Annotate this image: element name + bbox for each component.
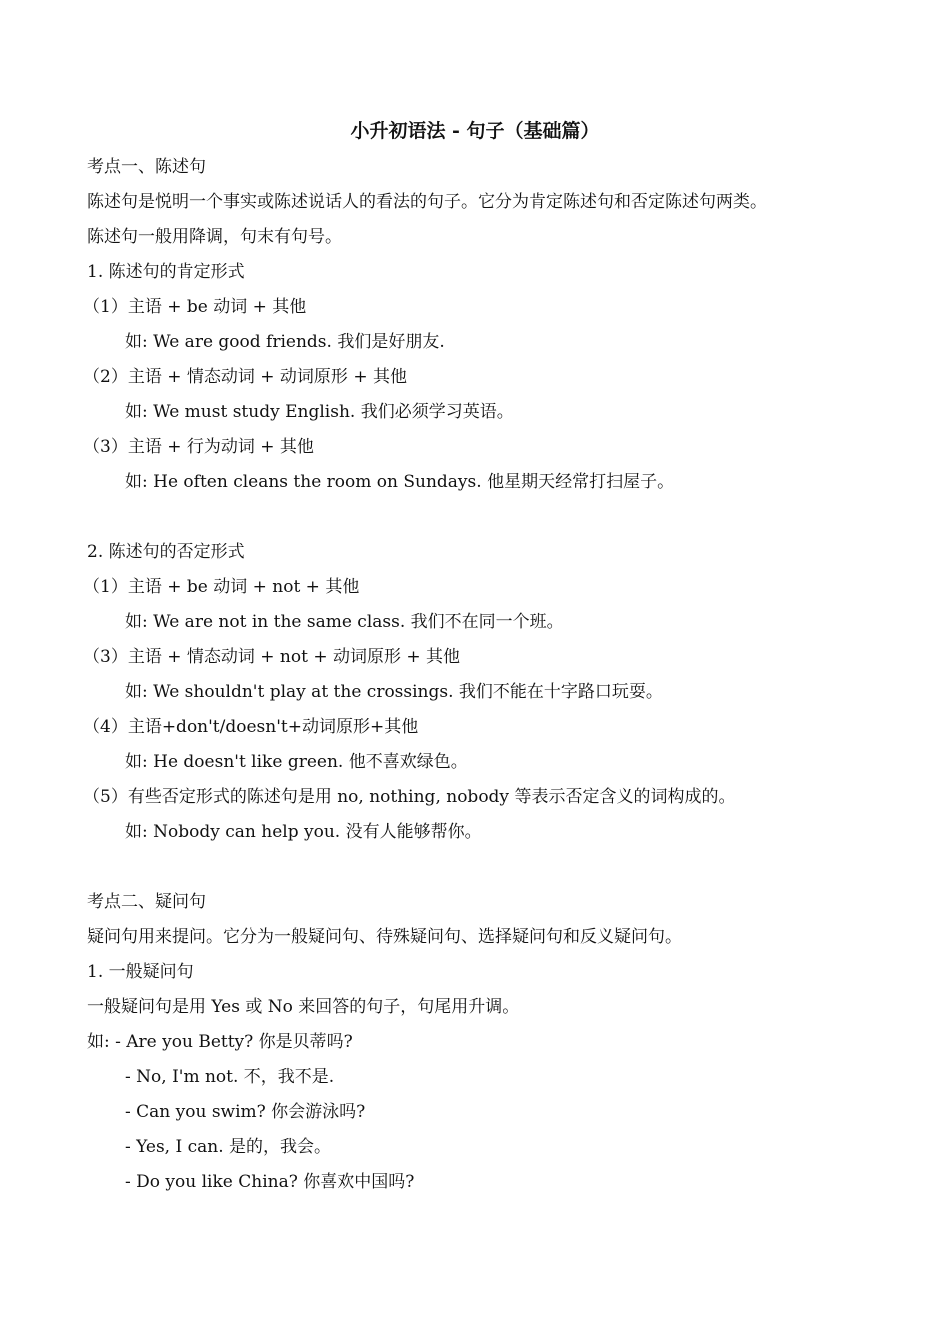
subsection-heading: 2. 陈述句的否定形式	[87, 542, 245, 562]
example-sentence: 如: He often cleans the room on Sundays. 他星期天经常打扫屋子。	[125, 472, 675, 492]
paragraph: 陈述句是悦明一个事实或陈述说话人的看法的句子。它分为肯定陈述句和否定陈述句两类。	[87, 192, 767, 212]
section-heading: 考点一、陈述句	[87, 157, 206, 177]
paragraph: 陈述句一般用降调，句末有句号。	[87, 227, 342, 247]
subsection-heading: 1. 陈述句的肯定形式	[87, 262, 245, 282]
rule-item: （1）主语 + be 动词 + not + 其他	[83, 577, 360, 597]
document-body	[83, 150, 907, 1200]
subsection-heading: 1. 一般疑问句	[87, 962, 194, 982]
rule-item: （3）主语 + 行为动词 + 其他	[83, 437, 314, 457]
rule-item: （5）有些否定形式的陈述句是用 no, nothing, nobody 等表示否定含义的词构成的。	[83, 787, 736, 807]
example-sentence: - Can you swim? 你会游泳吗?	[125, 1102, 366, 1122]
spacer	[87, 850, 907, 885]
rule-item: （2）主语 + 情态动词 + 动词原形 + 其他	[83, 367, 407, 387]
paragraph: 疑问句用来提问。它分为一般疑问句、待殊疑问句、选择疑问句和反义疑问句。	[87, 927, 682, 947]
example-sentence: 如: We are not in the same class. 我们不在同一个班。	[125, 612, 564, 632]
section-heading: 考点二、疑问句	[87, 892, 206, 912]
example-sentence: 如: - Are you Betty? 你是贝蒂吗?	[87, 1032, 353, 1052]
paragraph: 一般疑问句是用 Yes 或 No 来回答的句子，句尾用升调。	[87, 997, 520, 1017]
example-sentence: 如: He doesn't like green. 他不喜欢绿色。	[125, 752, 468, 772]
example-sentence: 如: We must study English. 我们必须学习英语。	[125, 402, 514, 422]
example-sentence: 如: Nobody can help you. 没有人能够帮你。	[125, 822, 482, 842]
example-sentence: - Yes, I can. 是的，我会。	[125, 1137, 332, 1157]
rule-item: （4）主语+don't/doesn't+动词原形+其他	[83, 717, 419, 737]
example-sentence: - No, I'm not. 不，我不是.	[125, 1067, 335, 1087]
spacer	[87, 500, 907, 535]
rule-item: （3）主语 + 情态动词 + not + 动词原形 + 其他	[83, 647, 461, 667]
rule-item: （1）主语 + be 动词 + 其他	[83, 297, 307, 317]
example-sentence: 如: We are good friends. 我们是好朋友.	[125, 332, 445, 352]
page-title: 小升初语法 - 句子（基础篇）	[350, 120, 600, 142]
example-sentence: 如: We shouldn't play at the crossings. 我们不能在十字路口玩耍。	[125, 682, 663, 702]
example-sentence: - Do you like China? 你喜欢中国吗?	[125, 1172, 415, 1192]
